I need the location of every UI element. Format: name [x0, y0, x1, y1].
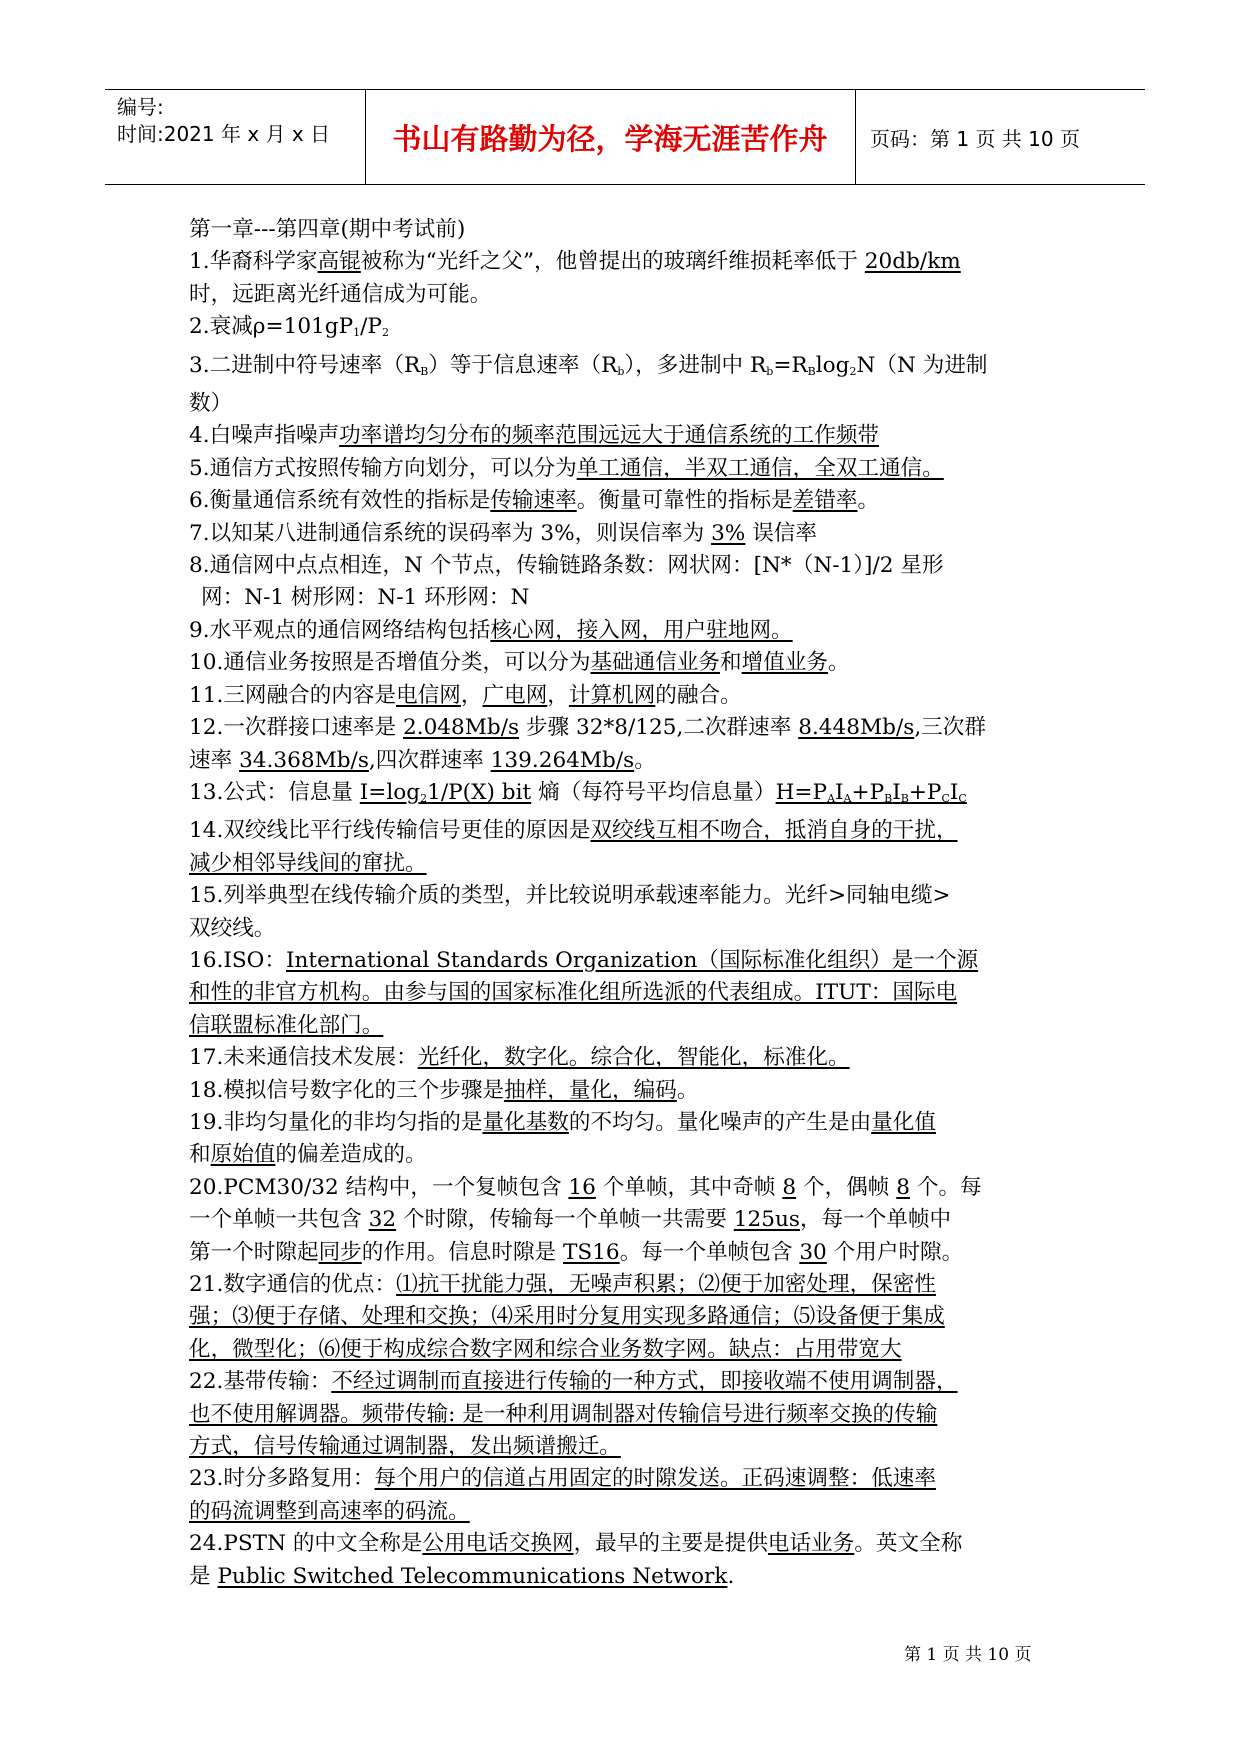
header-page: 页码：第 1 页 共 10 页: [870, 126, 1080, 151]
text-line: 14.双绞线比平行线传输信号更佳的原因是双绞线互相不吻合，抵消自身的干扰，: [189, 818, 958, 844]
divider: [855, 90, 856, 184]
text-line: 12.一次群接口速率是 2.048Mb/s 步骤 32*8/125,二次群速率 8.448Mb/s,三次群: [189, 715, 986, 741]
text-line: 4.白噪声指噪声功率谱均匀分布的频率范围远远大于通信系统的工作频带: [189, 423, 880, 449]
text-line: 18.模拟信号数字化的三个步骤是抽样，量化，编码。: [189, 1077, 699, 1103]
text-line: 方式，信号传输通过调制器，发出频谱搬迁。: [189, 1434, 621, 1460]
time-label: 时间:2021 年 x 月 x 日: [117, 122, 331, 146]
text-line: 和性的非官方机构。由参与国的国家标准化组所选派的代表组成。ITUT：国际电: [189, 980, 958, 1006]
text-line: 5.通信方式按照传输方向划分，可以分为单工通信，半双工通信，全双工通信。: [189, 455, 944, 481]
text-line: 10.通信业务按照是否增值分类，可以分为基础通信业务和增值业务。: [189, 650, 850, 676]
text-line: 网：N-1 树形网：N-1 环形网：N: [201, 585, 530, 611]
page-header: [105, 89, 1145, 185]
text-line: 信联盟标准化部门。: [189, 1012, 384, 1038]
text-line: 速率 34.368Mb/s,四次群速率 139.264Mb/s。: [189, 747, 656, 773]
text-line: 24.PSTN 的中文全称是公用电话交换网，最早的主要是提供电话业务。英文全称: [189, 1531, 963, 1557]
text-line: 13.公式：信息量 $I=\log_21/P(X)$ bit 熵（每符号平均信息量）$H=P_AI_A+P_BI_B+P_CI_C$: [189, 779, 967, 805]
text-line: 减少相邻导线间的窜扰。: [189, 850, 427, 876]
text-line: 22.基带传输：不经过调制而直接进行传输的一种方式，即接收端不使用调制器，: [189, 1369, 958, 1395]
number-label: 编号:: [117, 95, 164, 119]
text-line: 和原始值的偏差造成的。: [189, 1142, 427, 1168]
text-line: 一个单帧一共包含 32 个时隙，传输每一个单帧一共需要 125us，每一个单帧中: [189, 1207, 952, 1233]
text-line: 15.列举典型在线传输介质的类型，并比较说明承载速率能力。光纤>同轴电缆>: [189, 883, 951, 909]
text-line: 的码流调整到高速率的码流。: [189, 1498, 470, 1524]
text-line: 11.三网融合的内容是电信网，广电网，计算机网的融合。: [189, 682, 742, 708]
text-line: 1.华裔科学家高锟被称为“光纤之父”，他曾提出的玻璃纤维损耗率低于 20db/km: [189, 249, 961, 275]
text-line: 双绞线。: [189, 915, 276, 941]
text-line: 7.以知某八进制通信系统的误码率为 3%，则误信率为 3% 误信率: [189, 520, 817, 546]
text-line: 9.水平观点的通信网络结构包括核心网，接入网，用户驻地网。: [189, 617, 793, 643]
text-line: 2.衰减$\rho=101gP_1/P_2$: [189, 314, 389, 340]
text-line: 数）: [189, 391, 233, 417]
text-line: 20.PCM30/32 结构中，一个复帧包含 16 个单帧，其中奇帧 8 个，偶帧 8 个。每: [189, 1174, 982, 1200]
text-line: 8.通信网中点点相连，N 个节点，传输链路条数：网状网：[N*（N-1）]/2 星形: [189, 553, 944, 579]
text-line: 也不使用解调器。频带传输: 是一种利用调制器对传输信号进行频率交换的传输: [189, 1401, 938, 1427]
text-line: 化，微型化；⑹便于构成综合数字网和综合业务数字网。缺点：占用带宽大: [189, 1336, 902, 1362]
chapter-title: 第一章---第四章(期中考试前): [189, 217, 466, 242]
text-line: 17.未来通信技术发展：光纤化，数字化。综合化，智能化，标准化。: [189, 1045, 850, 1071]
text-line: 是 Public Switched Telecommunications Network.: [189, 1563, 735, 1589]
text-line: 第一个时隙起同步的作用。信息时隙是 TS16。每一个单帧包含 30 个用户时隙。: [189, 1239, 964, 1265]
text-line: 时，远距离光纤通信成为可能。: [189, 281, 492, 307]
text-line: 强；⑶便于存储、处理和交换；⑷采用时分复用实现多路通信；⑸设备便于集成: [189, 1304, 945, 1330]
text-line: 3.二进制中符号速率$(R_B)$等于信息速率$(R_b)$，多进制中 $R_b=R_B\log_2N(N$ 为进制: [189, 352, 988, 378]
page-footer: 第 1 页 共 10 页: [904, 1645, 1032, 1665]
document-body: [189, 214, 1069, 1593]
header-motto: 书山有路勤为径，学海无涯苦作舟: [392, 121, 828, 156]
text-line: 6.衡量通信系统有效性的指标是传输速率。衡量可靠性的指标是差错率。: [189, 488, 880, 514]
text-line: 23.时分多路复用：每个用户的信道占用固定的时隙发送。正码速调整：低速率: [189, 1466, 936, 1492]
header-info: [117, 94, 330, 148]
text-line: 19.非均匀量化的非均匀指的是量化基数的不均匀。量化噪声的产生是由量化值: [189, 1109, 936, 1135]
text-line: 21.数字通信的优点：⑴抗干扰能力强，无噪声积累；⑵便于加密处理，保密性: [189, 1272, 936, 1297]
text-line: 16.ISO：International Standards Organization（国际标准化组织）是一个源: [189, 947, 979, 973]
